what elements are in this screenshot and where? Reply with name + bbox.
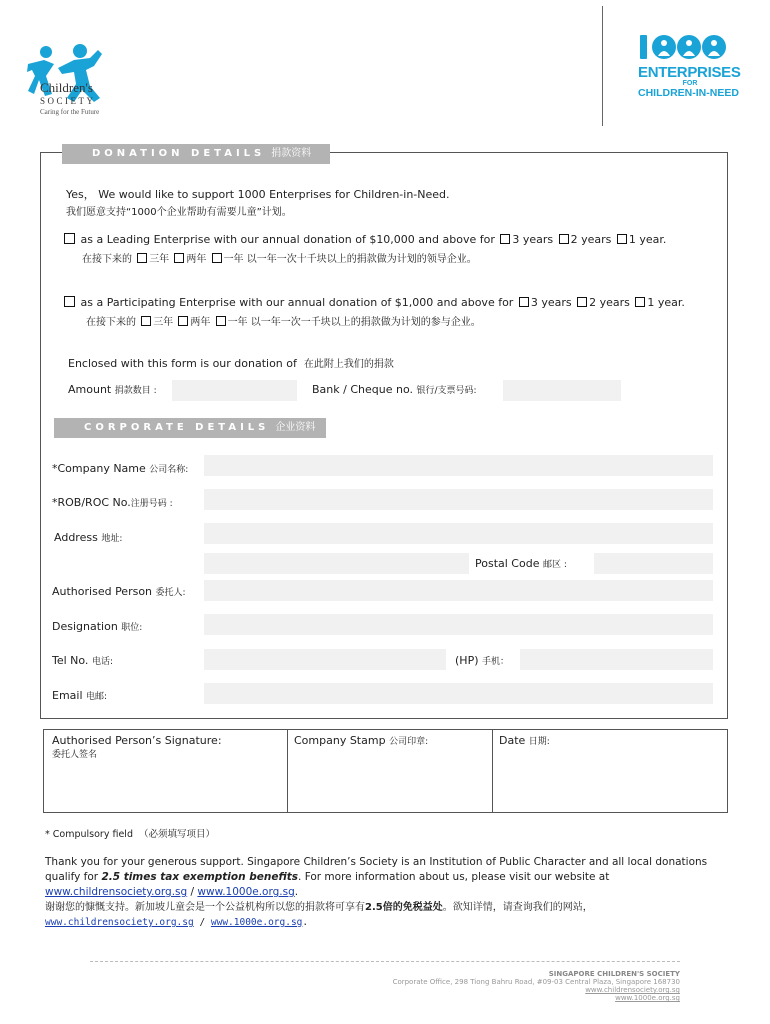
designation-field[interactable] bbox=[204, 614, 713, 635]
tel-label-cn: 电话: bbox=[91, 657, 113, 667]
participating-cn-post: 以一年一次一千块以上的捐款做为计划的参与企业。 bbox=[250, 317, 481, 328]
stamp-cell[interactable] bbox=[294, 734, 428, 747]
participating-cn-2years: 两年 bbox=[190, 317, 211, 328]
corporate-details-title-cn: 企业资料 bbox=[275, 422, 316, 433]
address-label-wrap bbox=[54, 531, 122, 544]
childrensociety-link[interactable]: www.childrensociety.org.sg bbox=[45, 886, 188, 898]
link-end: . bbox=[294, 886, 299, 898]
childrens-society-word: SOCIETY bbox=[40, 96, 96, 106]
leading-cn-3years-checkbox[interactable] bbox=[137, 253, 147, 263]
company-stamp-label: Company Stamp bbox=[294, 734, 386, 747]
signature-label-cn: 委托人签名 bbox=[52, 750, 98, 760]
enterprises-word: ENTERPRISES bbox=[638, 64, 741, 81]
authorised-person-field[interactable] bbox=[204, 580, 713, 601]
signature-box bbox=[43, 729, 728, 813]
thanks-cn-benefit: 2.5倍的免税益处 bbox=[365, 902, 443, 913]
participating-enterprise-row bbox=[62, 296, 685, 309]
footer-web1[interactable]: www.childrensociety.org.sg bbox=[585, 986, 680, 994]
amount-label: Amount bbox=[68, 383, 112, 396]
company-name-label: *Company Name bbox=[52, 462, 146, 475]
email-field[interactable] bbox=[204, 683, 713, 704]
donation-details-title: DONATION DETAILS bbox=[92, 148, 266, 159]
leading-3years-label: 3 years bbox=[512, 233, 554, 246]
date-cell[interactable] bbox=[499, 734, 550, 747]
leading-1year-checkbox[interactable] bbox=[617, 234, 627, 244]
participating-cn-1year-checkbox[interactable] bbox=[216, 316, 226, 326]
designation-label-wrap bbox=[52, 620, 142, 633]
rob-label: *ROB/ROC No. bbox=[52, 496, 131, 509]
cheque-label: Bank / Cheque no. bbox=[312, 383, 413, 396]
thank-you-note bbox=[45, 855, 735, 930]
leading-cn-2years-checkbox[interactable] bbox=[174, 253, 184, 263]
childrens-society-tagline: Caring for the Future bbox=[40, 108, 100, 116]
leading-3years-checkbox[interactable] bbox=[500, 234, 510, 244]
leading-enterprise-row-cn bbox=[82, 250, 477, 265]
leading-cn-pre: 在接下来的 bbox=[82, 254, 132, 265]
thanks-cn-1c: 。欲知详情，请查询我们的网站， bbox=[442, 902, 593, 913]
tel-field[interactable] bbox=[204, 649, 446, 670]
participating-1year-label: 1 year. bbox=[647, 296, 685, 309]
footer-org: SINGAPORE CHILDREN'S SOCIETY bbox=[548, 970, 680, 978]
childrens-society-name: Children's bbox=[40, 80, 93, 95]
cn-1000e-link[interactable]: www.1000e.org.sg bbox=[210, 917, 303, 928]
1000e-link[interactable]: www.1000e.org.sg bbox=[197, 886, 295, 898]
company-name-field[interactable] bbox=[204, 455, 713, 476]
header-divider bbox=[602, 6, 603, 126]
thanks-cn-links bbox=[45, 915, 735, 930]
thanks-line-1: Thank you for your generous support. Singapore Children’s Society is an Institution of Public Character and all local donations bbox=[45, 856, 708, 868]
signature-cell[interactable] bbox=[52, 734, 222, 760]
cn-link-end: . bbox=[302, 917, 309, 928]
compulsory-label-cn: （必须填写项目） bbox=[139, 829, 216, 840]
leading-2years-checkbox[interactable] bbox=[559, 234, 569, 244]
company-name-label-wrap bbox=[52, 462, 188, 475]
cn-link-separator: / bbox=[193, 917, 211, 928]
amount-label-cn: 捐款数目 : bbox=[114, 386, 157, 396]
address-label-cn: 地址: bbox=[101, 534, 123, 544]
rob-label-cn: 注册号码 : bbox=[130, 499, 173, 509]
hp-label: (HP) bbox=[455, 654, 479, 667]
participating-enterprise-checkbox[interactable] bbox=[64, 296, 75, 307]
signature-divider-1 bbox=[287, 730, 288, 812]
enclosed-label: Enclosed with this form is our donation of bbox=[68, 357, 297, 370]
participating-enterprise-label: as a Participating Enterprise with our annual donation of $1,000 and above for bbox=[80, 296, 514, 309]
authorised-person-label: Authorised Person bbox=[52, 585, 153, 598]
postal-label-wrap bbox=[475, 557, 567, 570]
address-label: Address bbox=[54, 531, 98, 544]
amount-label-wrap bbox=[68, 383, 157, 396]
participating-3years-label: 3 years bbox=[530, 296, 572, 309]
hp-field[interactable] bbox=[520, 649, 713, 670]
person-label-wrap bbox=[52, 585, 186, 598]
leading-cn-3years: 三年 bbox=[149, 254, 170, 265]
email-label: Email bbox=[52, 689, 83, 702]
rob-label-wrap bbox=[52, 496, 173, 509]
participating-2years-label: 2 years bbox=[589, 296, 630, 309]
tel-label: Tel No. bbox=[52, 654, 89, 667]
footer-web2[interactable]: www.1000e.org.sg bbox=[615, 994, 680, 1002]
leading-cn-2years: 两年 bbox=[186, 254, 207, 265]
enterprises-for: FOR bbox=[682, 80, 698, 87]
company-stamp-label-cn: 公司印章: bbox=[389, 737, 429, 747]
footer-rule bbox=[90, 961, 680, 962]
thanks-2a: qualify for bbox=[45, 871, 102, 883]
thanks-cn-1a: 谢谢您的慷慨支持。新加坡儿童会是一个公益机构所以您的捐款将可享有 bbox=[45, 902, 365, 913]
designation-label: Designation bbox=[52, 620, 118, 633]
email-label-wrap bbox=[52, 689, 107, 702]
participating-enterprise-row-cn bbox=[86, 313, 481, 328]
designation-label-cn: 职位: bbox=[121, 623, 143, 633]
cheque-field[interactable] bbox=[503, 380, 621, 401]
leading-2years-label: 2 years bbox=[570, 233, 612, 246]
tax-benefit-text: 2.5 times tax exemption benefits bbox=[101, 871, 299, 883]
rob-field[interactable] bbox=[204, 489, 713, 510]
hp-label-wrap bbox=[455, 654, 509, 667]
corporate-details-header bbox=[54, 418, 326, 438]
enclosed-row bbox=[68, 355, 394, 370]
leading-enterprise-checkbox[interactable] bbox=[64, 233, 75, 244]
participating-cn-pre: 在接下来的 bbox=[86, 317, 136, 328]
cheque-label-wrap bbox=[312, 383, 477, 396]
participating-3years-checkbox[interactable] bbox=[519, 297, 529, 307]
cheque-label-cn: 银行/支票号码: bbox=[416, 386, 477, 396]
address-field-line1[interactable] bbox=[204, 523, 713, 544]
leading-enterprise-label: as a Leading Enterprise with our annual donation of $10,000 and above for bbox=[80, 233, 495, 246]
participating-cn-3years-checkbox[interactable] bbox=[141, 316, 151, 326]
postal-code-field[interactable] bbox=[594, 553, 713, 574]
amount-field[interactable] bbox=[172, 380, 297, 401]
leading-cn-post: 以一年一次十千块以上的捐款做为计划的领导企业。 bbox=[246, 254, 477, 265]
childrens-society-logo bbox=[24, 22, 114, 122]
enterprises-logo bbox=[638, 32, 742, 99]
participating-cn-1year: 一年 bbox=[227, 317, 248, 328]
corporate-details-title: CORPORATE DETAILS bbox=[84, 422, 270, 433]
thanks-2c: . For more information about us, please visit our website at bbox=[298, 871, 610, 883]
enclosed-label-cn: 在此附上我们的捐款 bbox=[303, 359, 394, 370]
company-name-label-cn: 公司名称: bbox=[149, 465, 189, 475]
email-label-cn: 电邮: bbox=[86, 692, 108, 702]
donation-intro-cn: 我们愿意支持“1000个企业帮助有需要儿童”计划。 bbox=[66, 207, 292, 218]
thanks-links bbox=[45, 885, 735, 900]
date-label: Date bbox=[499, 734, 526, 747]
postal-code-label: Postal Code bbox=[475, 557, 540, 570]
link-separator: / bbox=[187, 886, 198, 898]
footer-block bbox=[393, 970, 680, 1002]
donation-intro: Yes， We would like to support 1000 Enterprises for Children-in-Need. bbox=[66, 188, 450, 201]
authorised-person-label-cn: 委托人: bbox=[155, 588, 186, 598]
postal-code-label-cn: 邮区 : bbox=[542, 560, 567, 570]
participating-cn-3years: 三年 bbox=[153, 317, 174, 328]
thanks-line-2 bbox=[45, 870, 735, 885]
signature-divider-2 bbox=[492, 730, 493, 812]
cn-childrensociety-link[interactable]: www.childrensociety.org.sg bbox=[45, 917, 194, 928]
participating-2years-checkbox[interactable] bbox=[577, 297, 587, 307]
leading-enterprise-row bbox=[62, 233, 666, 246]
address-field-line2[interactable] bbox=[204, 553, 469, 574]
compulsory-label: * Compulsory field bbox=[45, 829, 133, 840]
signature-label: Authorised Person’s Signature: bbox=[52, 734, 222, 747]
leading-cn-1year: 一年 bbox=[223, 254, 244, 265]
footer-address: Corporate Office, 298 Tiong Bahru Road, #09-03 Central Plaza, Singapore 168730 bbox=[392, 978, 680, 986]
donation-details-title-cn: 捐款资料 bbox=[271, 148, 312, 159]
enterprises-children: CHILDREN-IN-NEED bbox=[638, 87, 739, 99]
date-label-cn: 日期: bbox=[528, 737, 550, 747]
participating-cn-2years-checkbox[interactable] bbox=[178, 316, 188, 326]
leading-1year-label: 1 year. bbox=[628, 233, 667, 246]
participating-1year-checkbox[interactable] bbox=[635, 297, 645, 307]
leading-cn-1year-checkbox[interactable] bbox=[212, 253, 222, 263]
hp-label-cn: 手机： bbox=[482, 657, 510, 667]
compulsory-note bbox=[45, 826, 215, 840]
donation-details-header bbox=[62, 144, 330, 164]
tel-label-wrap bbox=[52, 654, 113, 667]
thousand-icon bbox=[638, 32, 738, 60]
thanks-cn-line bbox=[45, 900, 735, 915]
